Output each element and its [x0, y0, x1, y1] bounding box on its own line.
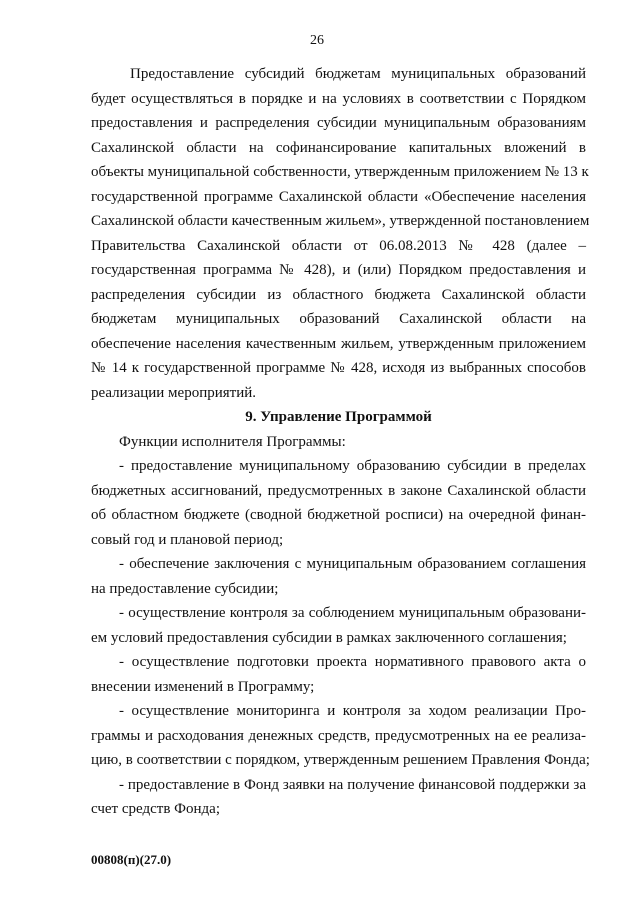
text-line: - предоставление в Фонд заявки на получение финансовой поддержки за: [119, 776, 586, 793]
list-item: [91, 773, 586, 822]
functions-intro: Функции исполнителя Программы:: [119, 433, 346, 450]
text-line: - осуществление подготовки проекта нормативного правового акта о: [119, 654, 586, 670]
text-line: счет средств Фонда;: [91, 801, 220, 817]
document-body: [91, 62, 590, 822]
text-line: Предоставление субсидий бюджетам муниципальных образований: [130, 66, 586, 82]
text-line: № 14 к государственной программе № 428, исходя из выбранных способов: [91, 360, 586, 376]
text-line: обеспечение населения качественным жильем, утвержденным приложением: [91, 335, 586, 352]
list-item: [91, 650, 586, 699]
text-line: распределения субсидии из областного бюджета Сахалинской области: [91, 286, 586, 303]
list-item: [91, 699, 590, 773]
page-number: 26: [310, 33, 324, 48]
text-line: внесении изменений в Программу;: [91, 678, 315, 695]
text-line: ем условий предоставления субсидии в рамках заключенного соглашения;: [91, 629, 567, 646]
paragraph-subsidies: [91, 62, 590, 405]
text-line: объекты муниципальной собственности, утвержденным приложением № 13 к: [91, 164, 589, 180]
text-line: государственной программе Сахалинской области «Обеспечение населения: [91, 188, 586, 205]
list-item: [91, 454, 586, 552]
text-line: об областном бюджете (сводной бюджетной росписи) на очередной финан-: [91, 507, 586, 523]
text-line: цию, в соответствии с порядком, утвержденным решением Правления Фонда;: [91, 752, 590, 768]
text-line: граммы и расходования денежных средств, предусмотренных на ее реализа-: [91, 727, 586, 744]
text-line: на предоставление субсидии;: [91, 580, 279, 597]
list-item: [91, 601, 586, 650]
list-item: [91, 552, 586, 601]
text-line: реализации мероприятий.: [91, 384, 257, 401]
text-line: - обеспечение заключения с муниципальным образованием соглашения: [119, 556, 586, 572]
text-line: бюджетных ассигнований, предусмотренных в законе Сахалинской области: [91, 482, 586, 499]
text-line: бюджетам муниципальных образований Сахалинской области на: [91, 311, 586, 327]
text-line: Правительства Сахалинской области от 06.08.2013 № 428 (далее –: [91, 237, 586, 254]
text-line: совый год и плановой период;: [91, 531, 284, 548]
text-line: Сахалинской области качественным жильем», утвержденной постановлением: [91, 213, 590, 229]
document-code: 00808(п)(27.0): [91, 852, 172, 867]
text-line: - предоставление муниципальному образованию субсидии в пределах: [119, 458, 586, 474]
text-line: будет осуществляться в порядке и на условиях в соответствии с Порядком: [91, 90, 586, 107]
text-line: государственная программа № 428), и (или) Порядком предоставления и: [91, 262, 586, 278]
text-line: Сахалинской области на софинансирование капитальных вложений в: [91, 139, 586, 156]
text-line: предоставления и распределения субсидии муниципальным образованиям: [91, 115, 586, 131]
text-line: - осуществление мониторинга и контроля за ходом реализации Про-: [119, 703, 586, 719]
section-heading: 9. Управление Программой: [245, 409, 432, 425]
text-line: - осуществление контроля за соблюдением муниципальным образовани-: [119, 605, 586, 621]
